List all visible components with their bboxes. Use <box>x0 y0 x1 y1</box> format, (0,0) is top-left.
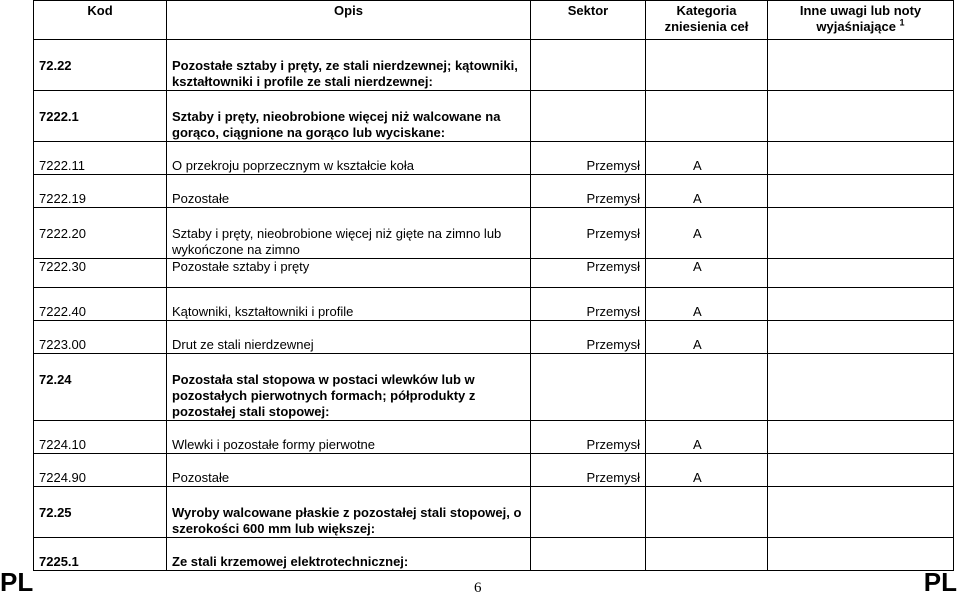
table-row <box>34 142 954 175</box>
cell-opis: Wyroby walcowane płaskie z pozostałej stali stopowej, o szerokości 600 mm lub większej: <box>167 487 531 538</box>
header-uwagi-text: Inne uwagi lub noty wyjaśniające <box>799 3 922 34</box>
table-row <box>34 487 954 538</box>
table-row <box>34 354 954 421</box>
cell-sektor: Przemysł <box>531 321 646 354</box>
table-header-row <box>34 1 954 40</box>
cell-sektor <box>531 91 646 142</box>
cell-sektor <box>531 538 646 571</box>
cell-opis: Pozostałe sztaby i pręty <box>167 259 531 288</box>
header-sektor: Sektor <box>531 1 646 40</box>
cell-kategoria: A <box>646 421 768 454</box>
cell-uwagi <box>768 175 954 208</box>
cell-sektor: Przemysł <box>531 288 646 321</box>
tariff-table <box>33 0 954 571</box>
cell-kod: 7222.30 <box>34 259 167 288</box>
cell-kod: 7222.40 <box>34 288 167 321</box>
header-kod: Kod <box>34 1 167 40</box>
cell-opis: Drut ze stali nierdzewnej <box>167 321 531 354</box>
table-row <box>34 91 954 142</box>
cell-sektor: Przemysł <box>531 208 646 259</box>
cell-opis: Pozostałe <box>167 454 531 487</box>
cell-kategoria <box>646 40 768 91</box>
cell-uwagi <box>768 321 954 354</box>
cell-uwagi <box>768 354 954 421</box>
cell-kod: 72.24 <box>34 354 167 421</box>
footnote-marker: 1 <box>899 17 905 28</box>
cell-opis: Pozostałe sztaby i pręty, ze stali nierdzewnej; kątowniki, kształtowniki i profile ze stali nierdzewnej: <box>167 40 531 91</box>
footer-language-left: PL <box>0 567 34 597</box>
cell-sektor: Przemysł <box>531 421 646 454</box>
cell-opis: Kątowniki, kształtowniki i profile <box>167 288 531 321</box>
page-number: 6 <box>474 580 482 596</box>
footer-language-right: PL <box>923 567 957 597</box>
cell-uwagi <box>768 538 954 571</box>
cell-kod: 7222.20 <box>34 208 167 259</box>
cell-uwagi <box>768 208 954 259</box>
cell-kod: 72.25 <box>34 487 167 538</box>
table-row <box>34 421 954 454</box>
cell-opis: Wlewki i pozostałe formy pierwotne <box>167 421 531 454</box>
cell-kategoria: A <box>646 288 768 321</box>
header-kategoria: Kategoria zniesienia ceł <box>646 1 768 40</box>
table-row <box>34 259 954 288</box>
cell-sektor <box>531 354 646 421</box>
cell-kategoria <box>646 538 768 571</box>
table-row <box>34 208 954 259</box>
cell-kod: 72.22 <box>34 40 167 91</box>
cell-uwagi <box>768 454 954 487</box>
cell-kategoria: A <box>646 321 768 354</box>
cell-sektor <box>531 40 646 91</box>
cell-uwagi <box>768 288 954 321</box>
table-row <box>34 454 954 487</box>
cell-sektor <box>531 487 646 538</box>
cell-kategoria <box>646 91 768 142</box>
cell-kod: 7225.1 <box>34 538 167 571</box>
cell-uwagi <box>768 91 954 142</box>
cell-kategoria: A <box>646 454 768 487</box>
cell-kategoria <box>646 354 768 421</box>
cell-sektor: Przemysł <box>531 175 646 208</box>
cell-kod: 7222.11 <box>34 142 167 175</box>
cell-kod: 7223.00 <box>34 321 167 354</box>
cell-kod: 7222.1 <box>34 91 167 142</box>
cell-kod: 7224.10 <box>34 421 167 454</box>
cell-kod: 7224.90 <box>34 454 167 487</box>
cell-opis: Pozostałe <box>167 175 531 208</box>
cell-opis: Sztaby i pręty, nieobrobione więcej niż walcowane na gorąco, ciągnione na gorąco lub wyciskane: <box>167 91 531 142</box>
cell-sektor: Przemysł <box>531 142 646 175</box>
cell-sektor: Przemysł <box>531 454 646 487</box>
cell-uwagi <box>768 40 954 91</box>
cell-kategoria <box>646 487 768 538</box>
cell-opis: O przekroju poprzecznym w kształcie koła <box>167 142 531 175</box>
cell-uwagi <box>768 142 954 175</box>
header-opis: Opis <box>167 1 531 40</box>
cell-opis: Pozostała stal stopowa w postaci wlewków lub w pozostałych pierwotnych formach; półprodukty z pozostałej stali stopowej: <box>167 354 531 421</box>
cell-kategoria: A <box>646 142 768 175</box>
cell-opis: Ze stali krzemowej elektrotechnicznej: <box>167 538 531 571</box>
table-row <box>34 40 954 91</box>
table-row <box>34 175 954 208</box>
cell-uwagi <box>768 487 954 538</box>
header-uwagi <box>768 1 954 40</box>
cell-kategoria: A <box>646 175 768 208</box>
cell-kategoria: A <box>646 208 768 259</box>
table-row <box>34 538 954 571</box>
table-row <box>34 288 954 321</box>
cell-kategoria: A <box>646 259 768 288</box>
cell-opis: Sztaby i pręty, nieobrobione więcej niż gięte na zimno lub wykończone na zimno <box>167 208 531 259</box>
cell-uwagi <box>768 421 954 454</box>
table-row <box>34 321 954 354</box>
cell-kod: 7222.19 <box>34 175 167 208</box>
cell-uwagi <box>768 259 954 288</box>
cell-sektor: Przemysł <box>531 259 646 288</box>
